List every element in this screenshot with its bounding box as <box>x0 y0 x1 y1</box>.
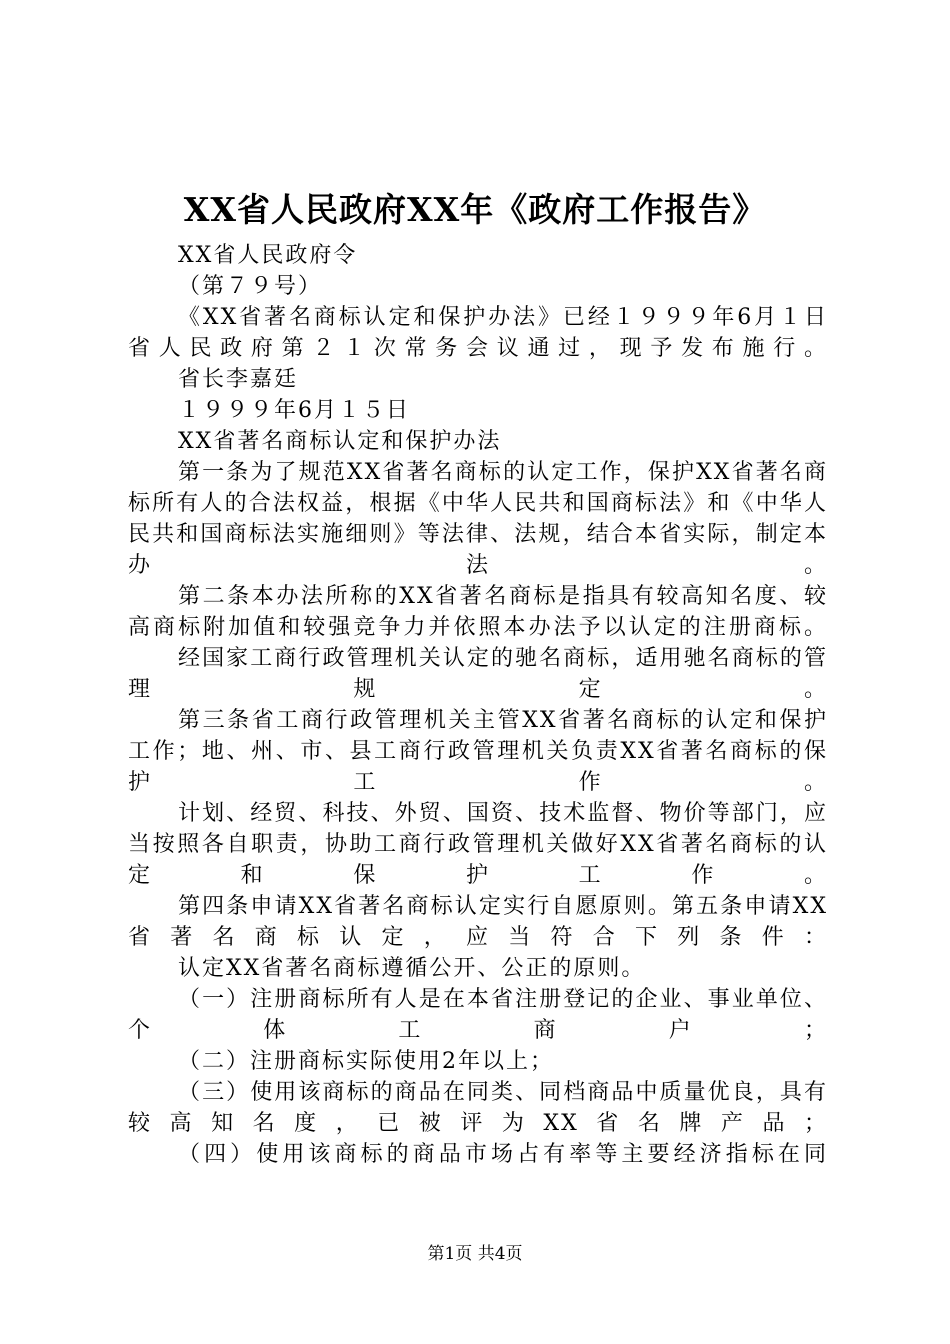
paragraph-principle: 认定XX省著名商标遵循公开、公正的原则。 <box>178 956 646 981</box>
page-footer: 第1页 共4页 <box>427 1244 523 1264</box>
paragraph-date: １９９９年6月１５日 <box>178 398 410 423</box>
document-body <box>128 240 828 1170</box>
paragraph-condition-1: （一）注册商标所有人是在本省注册登记的企业、事业单位、个体工商户； <box>128 987 828 1043</box>
paragraph-article-1: 第一条为了规范XX省著名商标的认定工作，保护XX省著名商标所有人的合法权益，根据《中华人民共和国商标法》和《中华人民共和国商标法实施细则》等法律、法规，结合本省实际，制定本办法。 <box>128 460 828 578</box>
paragraph-governor: 省长李嘉廷 <box>178 367 299 392</box>
paragraph-decree-number: （第７９号） <box>178 274 323 299</box>
paragraph-article-4-5: 第四条申请XX省著名商标认定实行自愿原则。第五条申请XX省著名商标认定，应当符合下列条件： <box>128 894 828 950</box>
paragraph-measures-title: XX省著名商标认定和保护办法 <box>178 429 502 454</box>
paragraph-article-2: 第二条本办法所称的XX省著名商标是指具有较高知名度、较高商标附加值和较强竞争力并依照本办法予以认定的注册商标。 <box>128 584 828 640</box>
paragraph-promulgation: 《XX省著名商标认定和保护办法》已经１９９９年6月１日省人民政府第２１次常务会议通过，现予发布施行。 <box>128 305 828 361</box>
paragraph-decree-issuer: XX省人民政府令 <box>178 243 358 268</box>
paragraph-condition-3: （三）使用该商标的商品在同类、同档商品中质量优良，具有较高知名度，已被评为XX省名牌产品； <box>128 1080 828 1136</box>
paragraph-condition-4: （四）使用该商标的商品市场占有率等主要经济指标在同 <box>178 1142 828 1167</box>
paragraph-well-known-marks: 经国家工商行政管理机关认定的驰名商标，适用驰名商标的管理规定。 <box>128 646 828 702</box>
paragraph-condition-2: （二）注册商标实际使用2年以上； <box>178 1049 554 1074</box>
paragraph-departments: 计划、经贸、科技、外贸、国资、技术监督、物价等部门，应当按照各自职责，协助工商行政管理机关做好XX省著名商标的认定和保护工作。 <box>128 801 828 888</box>
document-title: XX省人民政府XX年《政府工作报告》 <box>183 190 767 229</box>
paragraph-article-3: 第三条省工商行政管理机关主管XX省著名商标的认定和保护工作；地、州、市、县工商行政管理机关负责XX省著名商标的保护工作。 <box>128 708 828 795</box>
